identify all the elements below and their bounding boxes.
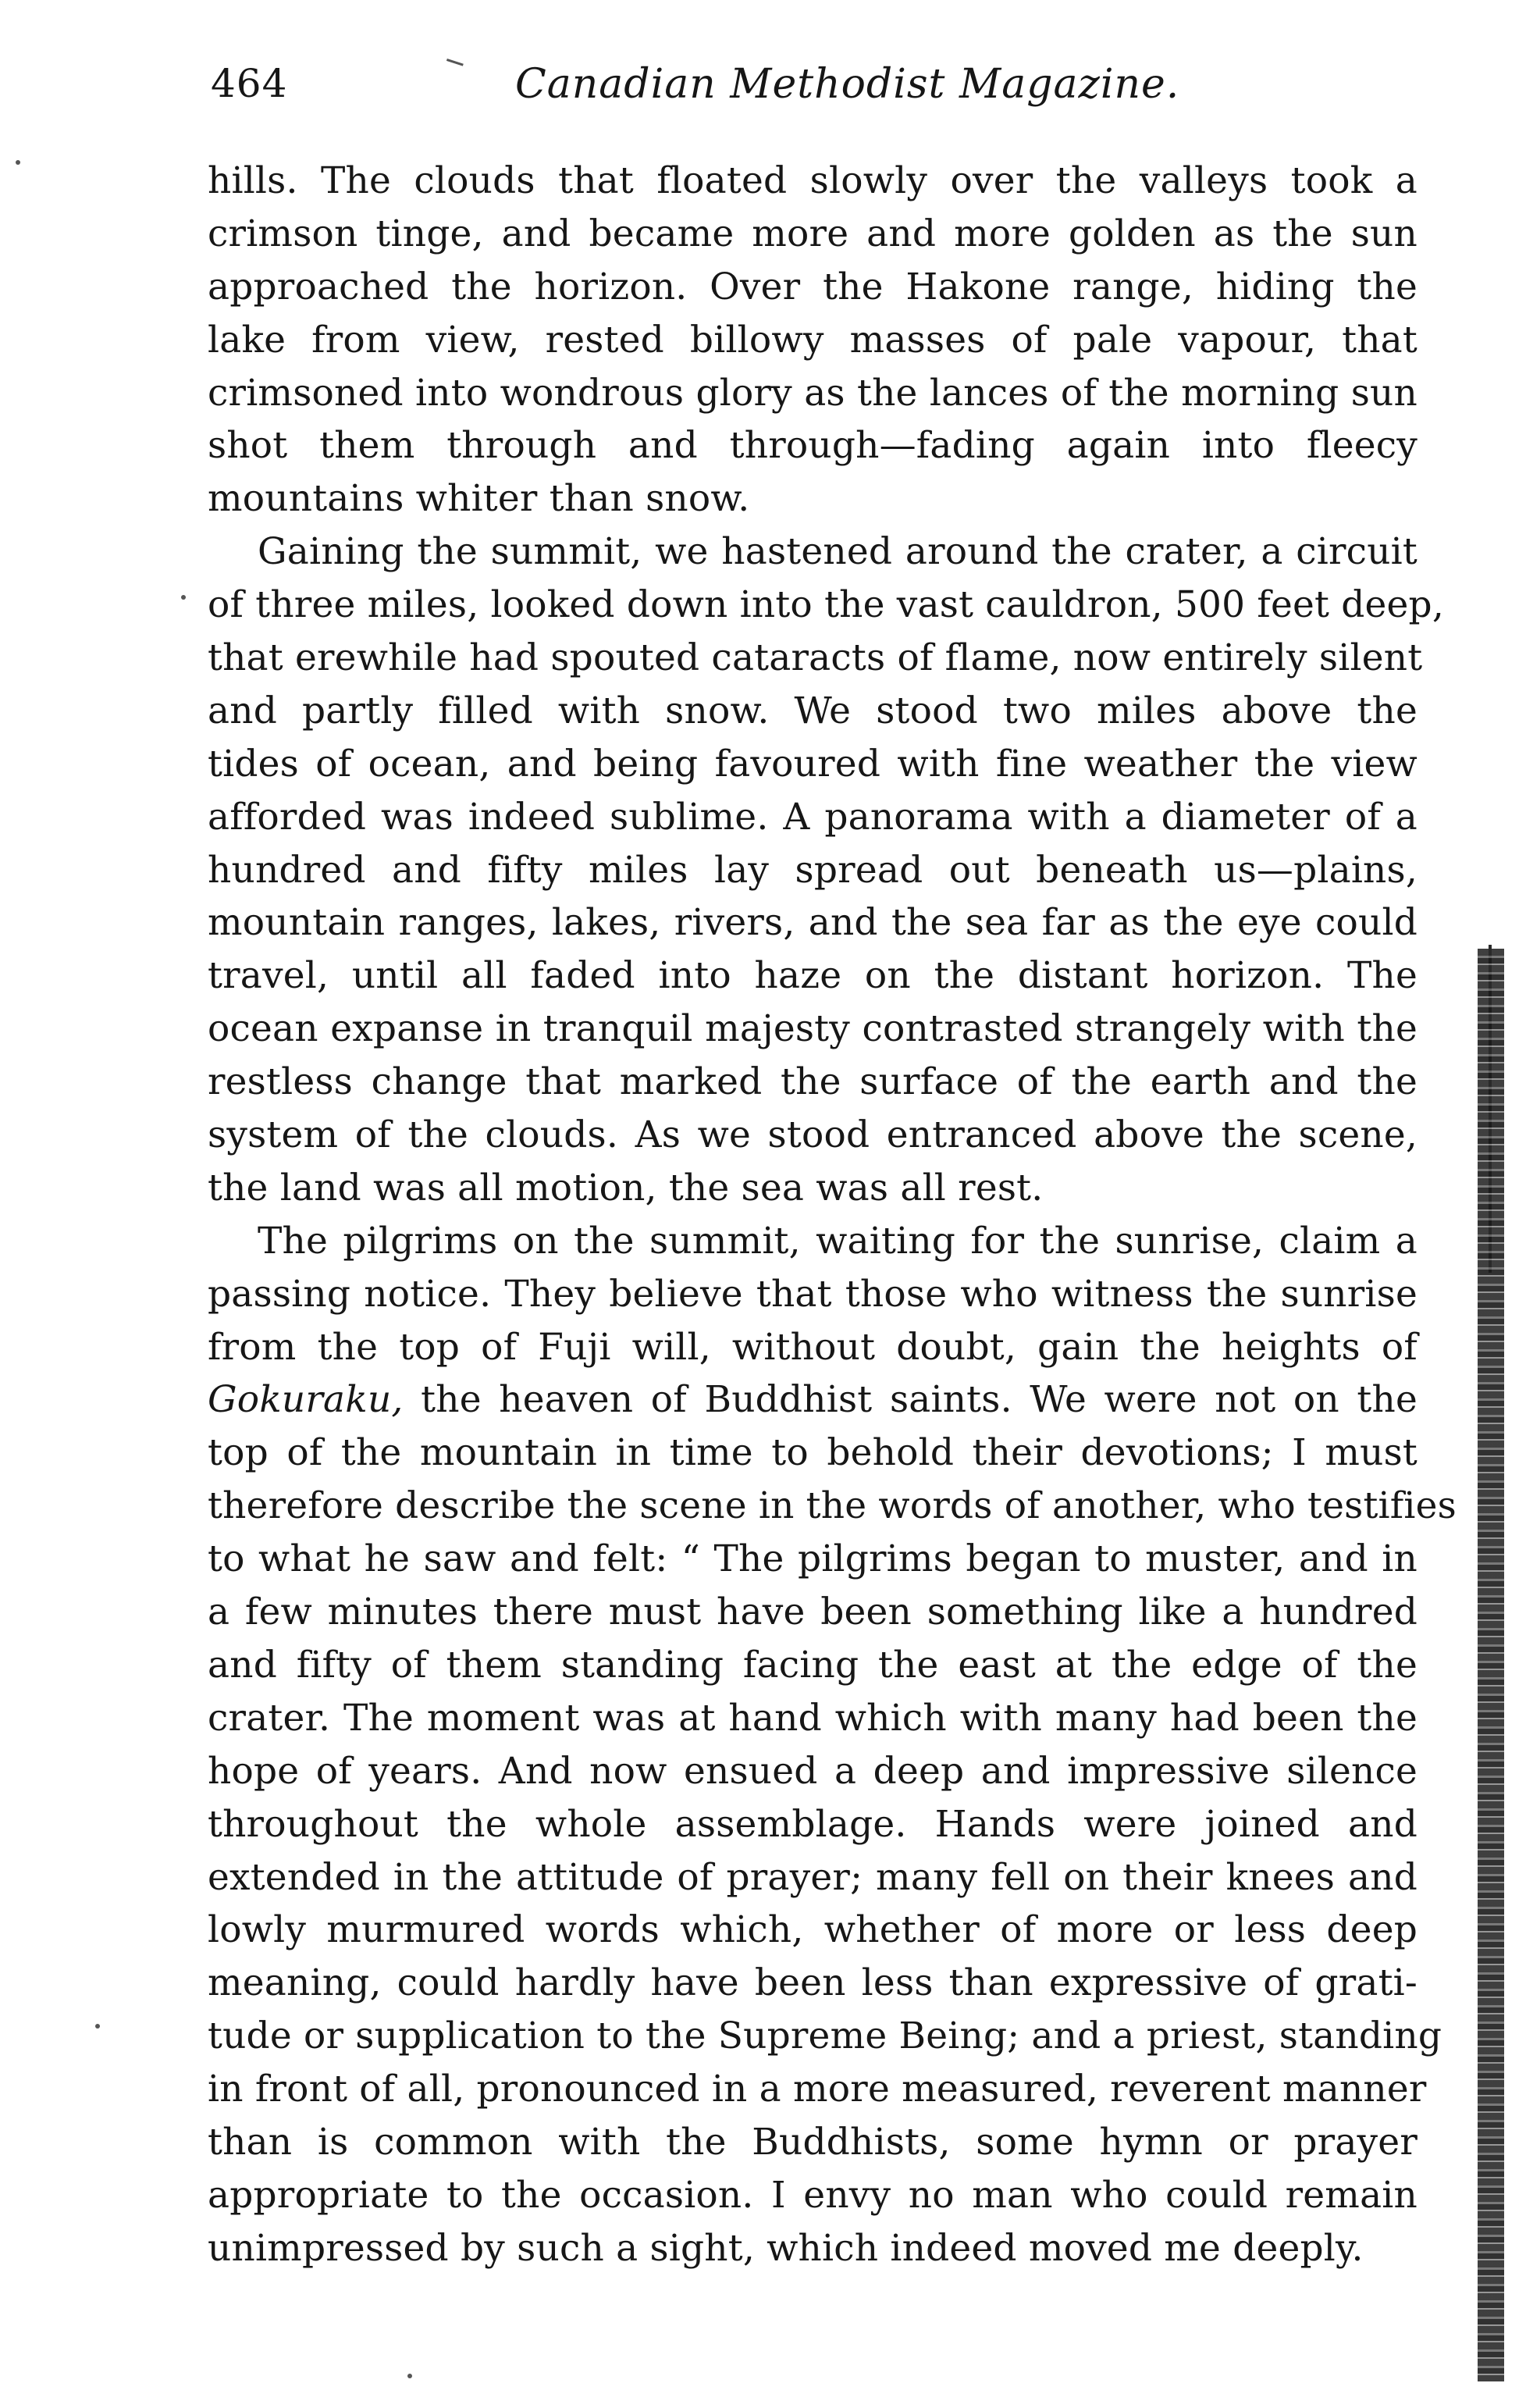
scan-speck	[181, 595, 186, 600]
running-title: Canadian Methodist Magazine.	[515, 61, 1180, 108]
text-line: crater. The moment was at hand which with many had been the	[208, 1696, 1418, 1740]
text-line: passing notice. They believe that those who witness the sunrise	[208, 1272, 1418, 1316]
text-line: shot them through and through—fading again into fleecy	[208, 424, 1418, 468]
text-line: appropriate to the occasion. I envy no man who could remain	[208, 2173, 1418, 2217]
text-line: from the top of Fuji will, without doubt, gain the heights of	[208, 1325, 1418, 1369]
text-line: restless change that marked the surface of the earth and the	[208, 1060, 1418, 1104]
text-line: and fifty of them standing facing the east at the edge of the	[208, 1643, 1418, 1687]
body-text	[208, 155, 1457, 2275]
text-line: and partly filled with snow. We stood two miles above the	[208, 689, 1418, 732]
text-line: hope of years. And now ensued a deep and impressive silence	[208, 1749, 1418, 1793]
text-line: hills. The clouds that floated slowly over the valleys took a	[208, 159, 1418, 202]
text-line: crimson tinge, and became more and more golden as the sun	[208, 212, 1418, 255]
text-line: in front of all, pronounced in a more measured, reverent manner	[208, 2068, 1427, 2111]
text-line: tude or supplication to the Supreme Being; and a priest, standing	[208, 2014, 1442, 2058]
text-line: meaning, could hardly have been less than expressive of grati-	[208, 1961, 1418, 2005]
scan-speck	[16, 160, 20, 165]
text-line: system of the clouds. As we stood entranced above the scene,	[208, 1113, 1418, 1157]
text-line: therefore describe the scene in the words of another, who testifies	[208, 1484, 1457, 1528]
text-line: mountains whiter than snow.	[208, 477, 750, 521]
paragraph-3	[208, 1215, 1457, 2275]
text-line: than is common with the Buddhists, some hymn or prayer	[208, 2120, 1418, 2164]
text-line: top of the mountain in time to behold their devotions; I must	[208, 1431, 1418, 1475]
text-line: unimpressed by such a sight, which indeed moved me deeply.	[208, 2226, 1364, 2270]
text-line: mountain ranges, lakes, rivers, and the sea far as the eye could	[208, 901, 1418, 945]
page-number: 464	[211, 61, 288, 106]
text-line: Gaining the summit, we hastened around the crater, a circuit	[258, 530, 1418, 574]
paragraph-1	[208, 155, 1418, 525]
text-line: Gokuraku, the heaven of Buddhist saints. We were not on the	[208, 1378, 1418, 1422]
text-line: ocean expanse in tranquil majesty contrasted strangely with the	[208, 1007, 1418, 1051]
text-line: hundred and fifty miles lay spread out beneath us—plains,	[208, 848, 1418, 892]
text-line: to what he saw and felt: “ The pilgrims began to muster, and in	[208, 1537, 1418, 1581]
text-line: extended in the attitude of prayer; many fell on their knees and	[208, 1855, 1418, 1899]
scan-binding-shadow	[1478, 949, 1504, 2381]
page-header	[211, 61, 1428, 123]
text-line: tides of ocean, and being favoured with fine weather the view	[208, 742, 1418, 785]
text-line: lowly murmured words which, whether of more or less deep	[208, 1908, 1418, 1952]
text-line: the land was all motion, the sea was all rest.	[208, 1166, 1044, 1209]
scan-speck	[95, 2024, 100, 2029]
text-line: The pilgrims on the summit, waiting for the sunrise, claim a	[258, 1219, 1418, 1263]
print-mark	[443, 59, 464, 75]
text-line: of three miles, looked down into the vast cauldron, 500 feet deep,	[208, 583, 1444, 627]
text-line: approached the horizon. Over the Hakone range, hiding the	[208, 265, 1418, 308]
text-line: lake from view, rested billowy masses of pale vapour, that	[208, 318, 1418, 362]
text-line: crimsoned into wondrous glory as the lances of the morning sun	[208, 371, 1418, 415]
paragraph-2	[208, 525, 1444, 1215]
italic-term: Gokuraku,	[208, 1378, 404, 1422]
scan-speck	[407, 2374, 412, 2378]
text-line: travel, until all faded into haze on the distant horizon. The	[208, 954, 1418, 998]
text-line: that erewhile had spouted cataracts of flame, now entirely silent	[208, 636, 1423, 680]
text-line: afforded was indeed sublime. A panorama with a diameter of a	[208, 795, 1418, 839]
text-line: throughout the whole assemblage. Hands were joined and	[208, 1802, 1418, 1846]
text-line: a few minutes there must have been something like a hundred	[208, 1590, 1418, 1634]
